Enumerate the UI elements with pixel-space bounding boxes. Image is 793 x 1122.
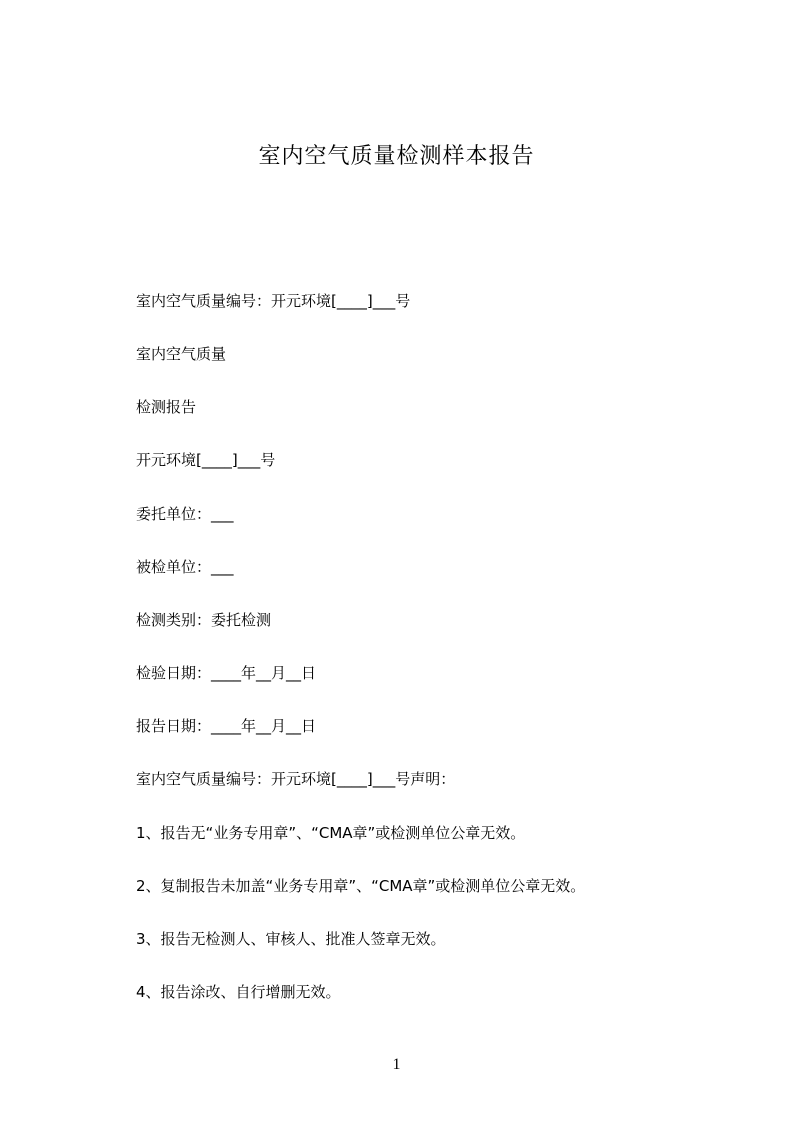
report-number-line: 室内空气质量编号：开元环境[____]___号 — [136, 292, 411, 310]
cover-title-line-1: 室内空气质量 — [136, 345, 227, 363]
page-number: 1 — [392, 1056, 401, 1073]
client-unit-line: 委托单位：___ — [136, 505, 234, 523]
page-title: 室内空气质量检测样本报告 — [258, 144, 535, 169]
declaration-item-2: 2、复制报告未加盖“业务专用章”、“CMA章”或检测单位公章无效。 — [136, 877, 586, 895]
inspected-unit-line: 被检单位：___ — [136, 558, 234, 576]
cover-title-line-2: 检测报告 — [136, 398, 197, 416]
declaration-item-1: 1、报告无“业务专用章”、“CMA章”或检测单位公章无效。 — [136, 824, 526, 842]
report-date-line: 报告日期：____年__月__日 — [136, 717, 317, 735]
test-category-line: 检测类别：委托检测 — [136, 611, 272, 629]
declaration-heading: 室内空气质量编号：开元环境[____]___号声明： — [136, 770, 456, 788]
cover-number-line: 开元环境[____]___号 — [136, 451, 276, 469]
declaration-item-3: 3、报告无检测人、审核人、批准人签章无效。 — [136, 930, 446, 948]
declaration-item-4: 4、报告涂改、自行增删无效。 — [136, 983, 341, 1001]
inspection-date-line: 检验日期：____年__月__日 — [136, 664, 317, 682]
